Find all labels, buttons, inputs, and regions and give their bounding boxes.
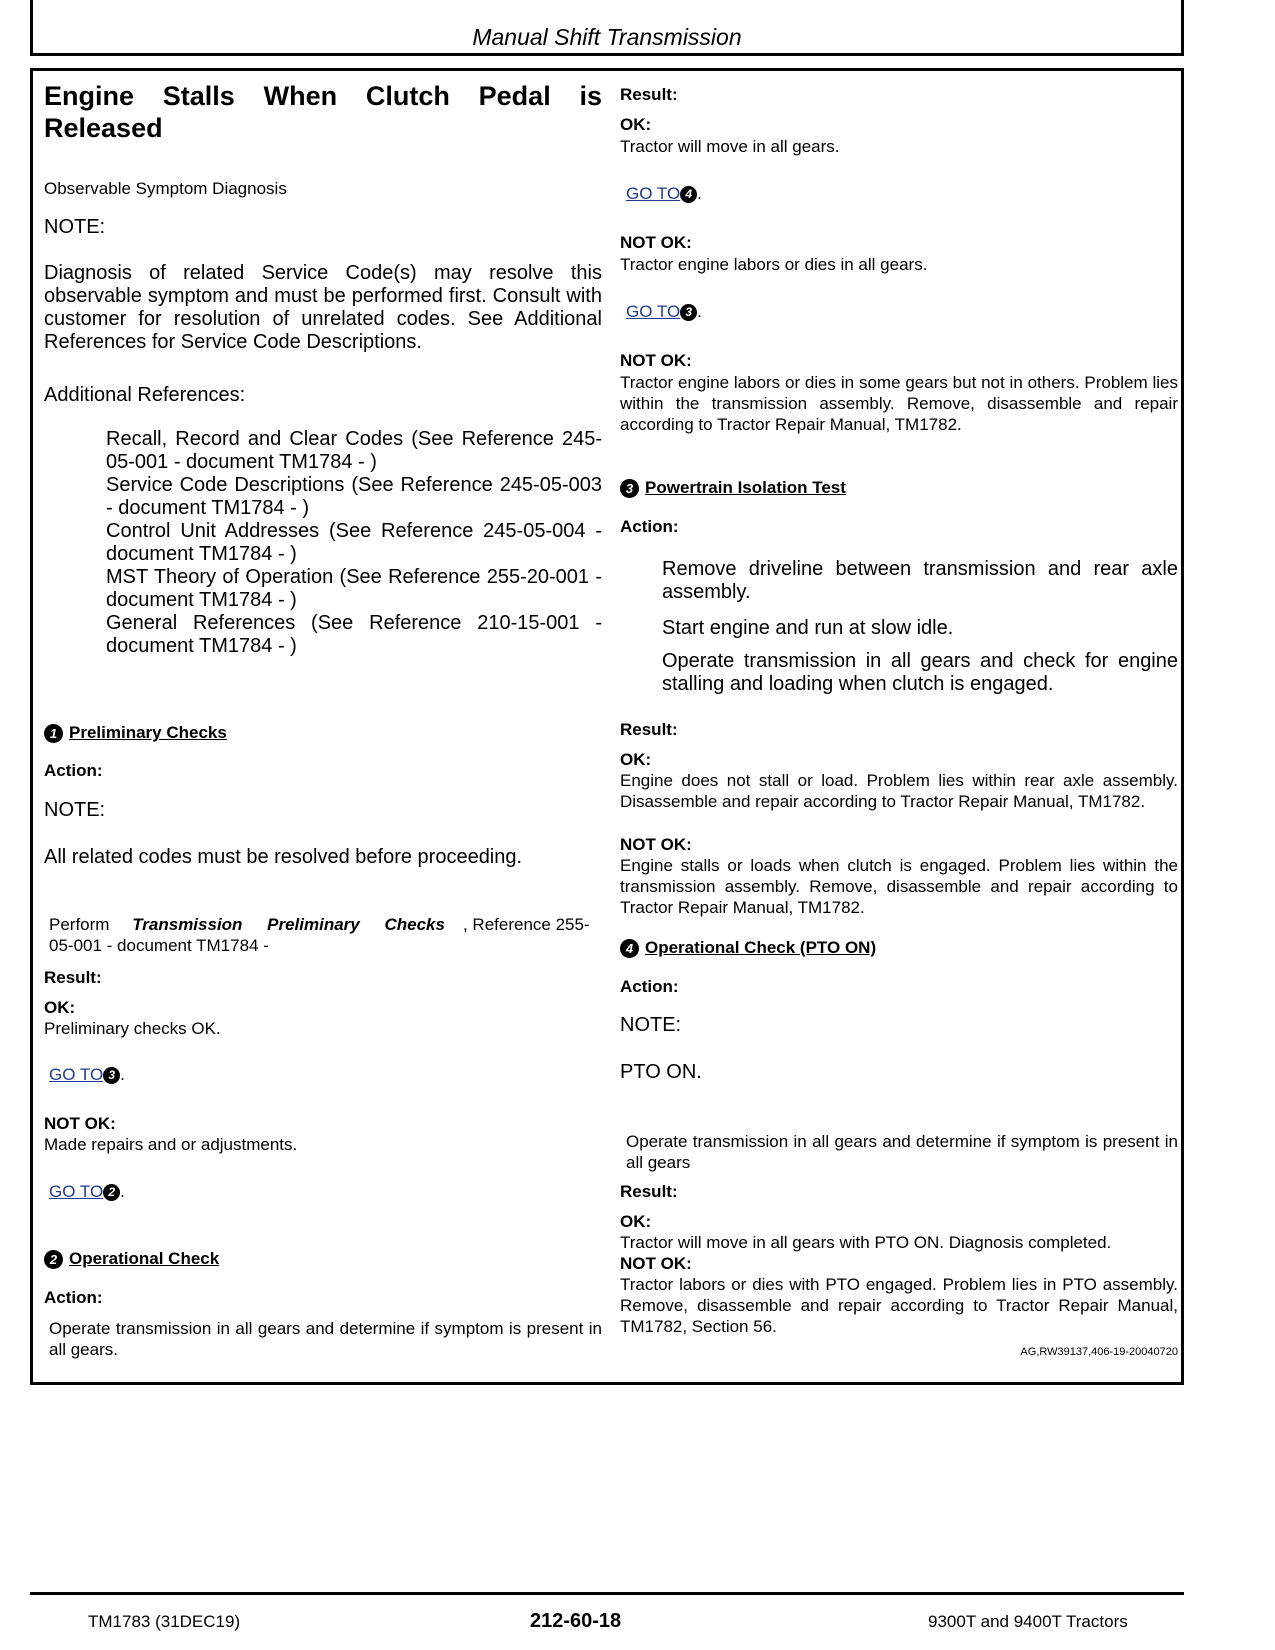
step2-notok2-label: NOT OK: <box>620 351 692 370</box>
step1-note-label: NOTE: <box>44 799 106 821</box>
step3-action-2: Start engine and run at slow idle. <box>662 617 954 639</box>
step2-ok-label: OK: <box>620 115 652 134</box>
step3-notok-label: NOT OK: <box>620 835 692 854</box>
reference-item[interactable]: General References (See Reference 210-15-001 - document TM1784 - ) <box>106 612 602 657</box>
goto-3-icon[interactable]: 3 <box>103 1067 120 1084</box>
step1-action-label: Action: <box>44 761 103 780</box>
step2-number-icon: 2 <box>44 1250 63 1269</box>
additional-references-label: Additional References: <box>44 384 246 406</box>
perform-prefix: Perform <box>49 915 110 934</box>
step3-number-icon: 3 <box>620 479 639 498</box>
step2-heading <box>44 1248 219 1270</box>
step1-heading <box>44 722 227 744</box>
step4-number-icon: 4 <box>620 939 639 958</box>
step3-action-1: Remove driveline between transmission and rear axle assembly. <box>662 558 1178 603</box>
step1-perform <box>49 914 602 956</box>
step2-notok2-text: Tractor engine labors or dies in some gears but not in others. Problem lies within the transmission assembly. Remove, disassemble and repair according to Tractor Repair Manual, TM1782. <box>620 373 1178 434</box>
document-code: AG,RW39137,406-19-20040720 <box>1020 1346 1178 1358</box>
goto-link[interactable]: GO TO <box>49 1065 104 1084</box>
goto-link[interactable]: GO TO <box>626 184 681 203</box>
reference-item[interactable]: Service Code Descriptions (See Reference 245-05-003 - document TM1784 - ) <box>106 474 602 519</box>
step4-result-label: Result: <box>620 1182 678 1201</box>
step1-title: Preliminary Checks <box>69 723 227 742</box>
section-title: Manual Shift Transmission <box>472 24 742 50</box>
goto-2-icon[interactable]: 2 <box>103 1184 120 1201</box>
perform-suffix: , Reference 255-05-001 - document TM1784 - <box>49 915 590 955</box>
step2-notok1-text: Tractor engine labors or dies in all gears. <box>620 255 928 274</box>
step1-notok-goto[interactable]: GO TO 2 . <box>49 1182 125 1201</box>
step3-action-3: Operate transmission in all gears and check for engine stalling and loading when clutch is engaged. <box>662 650 1178 695</box>
step2-notok1-label: NOT OK: <box>620 233 692 252</box>
step4-notok-text: Tractor labors or dies with PTO engaged. Problem lies in PTO assembly. Remove, disassemble and repair according to Tractor Repair Manual, TM1782, Section 56. <box>620 1275 1178 1336</box>
step4-action-text: Operate transmission in all gears and determine if symptom is present in all gears <box>626 1132 1178 1172</box>
step3-heading <box>620 477 846 499</box>
footer-manual-id: TM1783 (31DEC19) <box>88 1612 241 1631</box>
footer-product: 9300T and 9400T Tractors <box>928 1612 1128 1631</box>
step2-notok1-goto[interactable]: GO TO 3 . <box>626 302 702 321</box>
page-number: 212-60-18 <box>530 1610 622 1632</box>
step1-ok-goto[interactable]: GO TO 3 . <box>49 1065 125 1084</box>
step4-ok-text: Tractor will move in all gears with PTO ON. Diagnosis completed. <box>620 1233 1112 1252</box>
page-title: Engine Stalls When Clutch Pedal is Released <box>44 81 602 143</box>
header-box <box>30 0 1184 56</box>
step2-result-label: Result: <box>620 85 678 104</box>
step3-title: Powertrain Isolation Test <box>645 478 846 497</box>
note-text: Diagnosis of related Service Code(s) may resolve this observable symptom and must be performed first. Consult with customer for resolution of unrelated codes. See Additional References for Service Code Descriptions. <box>44 262 602 353</box>
step2-ok-text: Tractor will move in all gears. <box>620 137 840 156</box>
step1-notok-text: Made repairs and or adjustments. <box>44 1135 298 1154</box>
step4-title: Operational Check (PTO ON) <box>645 938 877 957</box>
step4-heading <box>620 937 876 959</box>
step1-ok-text: Preliminary checks OK. <box>44 1019 221 1038</box>
step4-notok-label: NOT OK: <box>620 1254 692 1273</box>
step3-result-label: Result: <box>620 720 678 739</box>
step3-ok-text: Engine does not stall or load. Problem lies within rear axle assembly. Disassemble and repair according to Tractor Repair Manual, TM1782. <box>620 771 1178 811</box>
step4-note-text: PTO ON. <box>620 1061 702 1083</box>
step1-notok-label: NOT OK: <box>44 1114 116 1133</box>
step3-notok-text: Engine stalls or loads when clutch is engaged. Problem lies within the transmission assembly. Remove, disassemble and repair according to Tractor Repair Manual, TM1782. <box>620 856 1178 917</box>
goto-3-icon[interactable]: 3 <box>680 304 697 321</box>
step1-result-label: Result: <box>44 968 102 987</box>
step2-ok-goto[interactable]: GO TO 4 . <box>626 184 702 203</box>
step1-number-icon: 1 <box>44 724 63 743</box>
references-list <box>106 428 602 658</box>
note-label: NOTE: <box>44 216 106 238</box>
perform-procedure[interactable]: Transmission Preliminary Checks <box>132 915 445 934</box>
step2-title: Operational Check <box>69 1249 220 1268</box>
step1-ok-label: OK: <box>44 998 76 1017</box>
step2-action-text: Operate transmission in all gears and determine if symptom is present in all gears. <box>49 1319 602 1359</box>
step1-note-text: All related codes must be resolved before proceeding. <box>44 846 523 868</box>
reference-item[interactable]: MST Theory of Operation (See Reference 255-20-001 - document TM1784 - ) <box>106 566 602 611</box>
goto-link[interactable]: GO TO <box>49 1182 104 1201</box>
goto-link[interactable]: GO TO <box>626 302 681 321</box>
step4-note-label: NOTE: <box>620 1014 682 1036</box>
reference-item[interactable]: Control Unit Addresses (See Reference 245-05-004 - document TM1784 - ) <box>106 520 602 565</box>
subtitle: Observable Symptom Diagnosis <box>44 179 287 198</box>
step2-action-label: Action: <box>44 1288 103 1307</box>
step3-action-label: Action: <box>620 517 679 536</box>
reference-item[interactable]: Recall, Record and Clear Codes (See Reference 245-05-001 - document TM1784 - ) <box>106 428 602 473</box>
step4-action-label: Action: <box>620 977 679 996</box>
footer-divider <box>30 1592 1184 1595</box>
step3-ok-label: OK: <box>620 750 652 769</box>
step4-ok-label: OK: <box>620 1212 652 1231</box>
goto-4-icon[interactable]: 4 <box>680 186 697 203</box>
